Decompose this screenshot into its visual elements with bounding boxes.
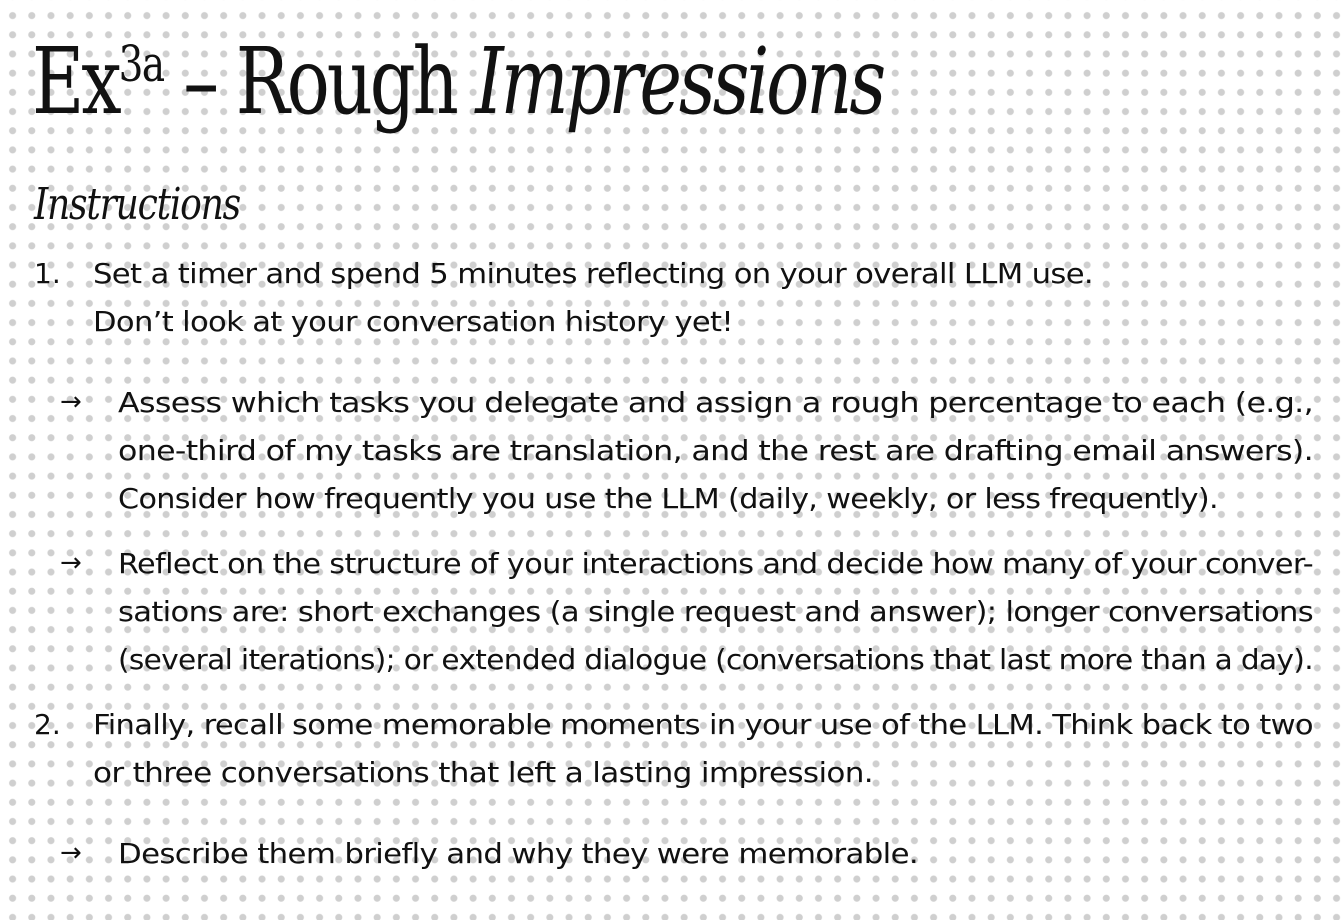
sub-item-line: Describe them briefly and why they were memorable. xyxy=(118,837,918,870)
title-italic: Impressions xyxy=(475,28,884,135)
title-prefix: Ex xyxy=(32,28,119,135)
list-item-number: 1. xyxy=(34,257,61,290)
list-item-number: 2. xyxy=(34,708,61,741)
section-heading: Instructions xyxy=(34,179,240,230)
arrow-right-icon: → xyxy=(60,838,82,868)
sub-item-line: Reflect on the structure of your interactions and decide how many of your conver- xyxy=(118,547,1313,580)
sub-item-line: (several iterations); or extended dialogue (conversations that last more than a day). xyxy=(118,643,1313,676)
sub-item-line: Consider how frequently you use the LLM (daily, weekly, or less frequently). xyxy=(118,482,1218,515)
list-item-line: or three conversations that left a lasting impression. xyxy=(93,756,873,789)
page-title xyxy=(32,4,883,142)
arrow-right-icon: → xyxy=(60,548,82,578)
sub-item-line: sations are: short exchanges (a single request and answer); longer conversations xyxy=(118,595,1313,628)
title-middle: – Rough xyxy=(163,28,476,135)
sub-item-line: Assess which tasks you delegate and assign a rough percentage to each (e.g., xyxy=(118,386,1313,419)
list-item-line: Set a timer and spend 5 minutes reflecting on your overall LLM use. xyxy=(93,257,1093,290)
title-superscript: 3a xyxy=(118,35,164,93)
sub-item-line: one-third of my tasks are translation, and the rest are drafting email answers). xyxy=(118,434,1313,467)
list-item-line: Finally, recall some memorable moments in your use of the LLM. Think back to two xyxy=(93,708,1313,741)
list-item-line: Don’t look at your conversation history yet! xyxy=(93,305,733,338)
arrow-right-icon: → xyxy=(60,387,82,417)
